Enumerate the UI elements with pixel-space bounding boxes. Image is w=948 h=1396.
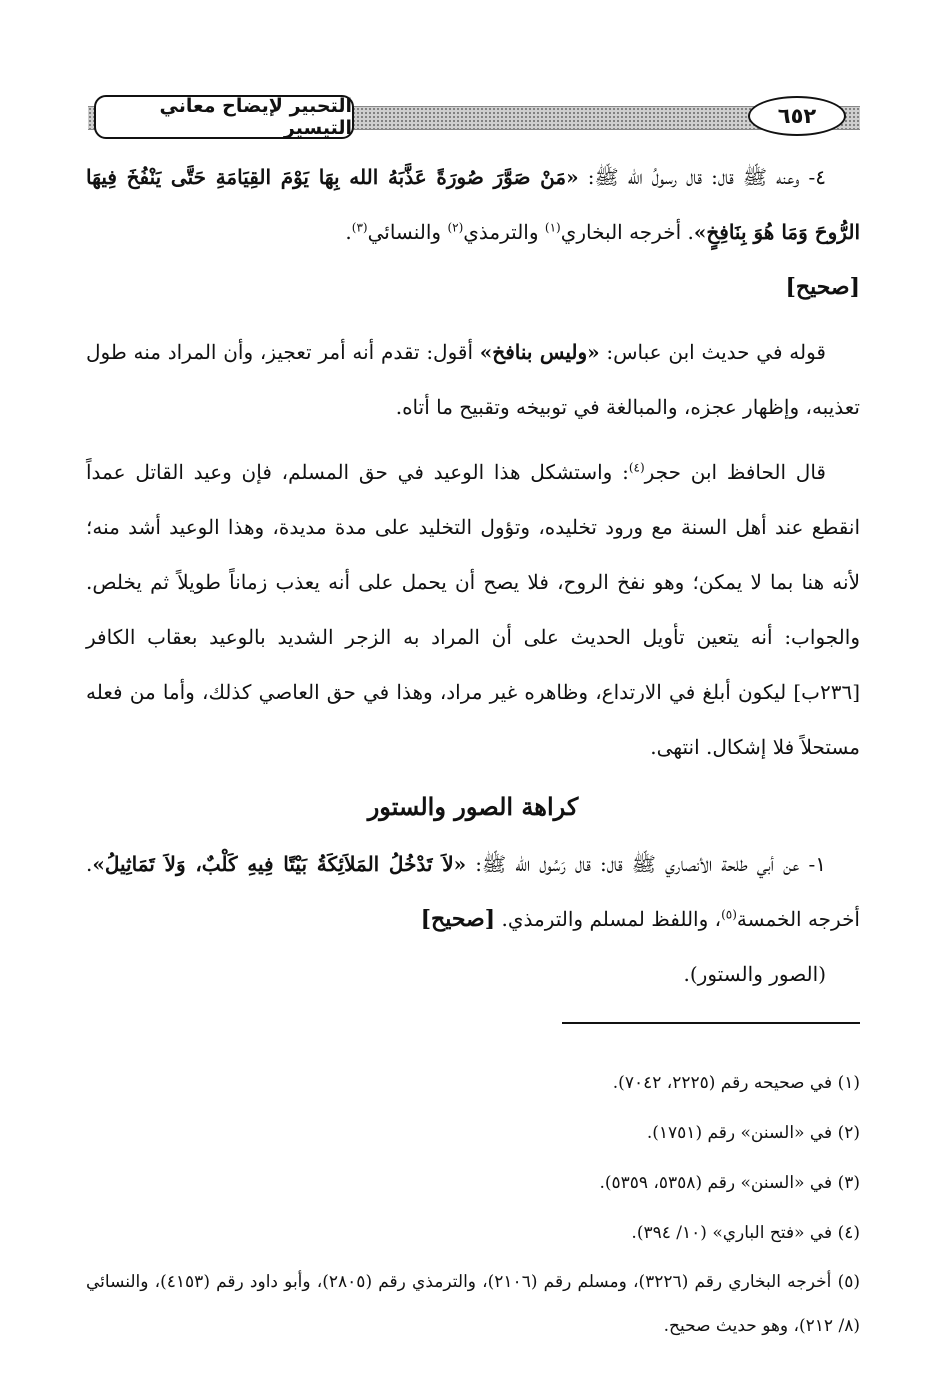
main-text [86, 150, 860, 1002]
page-number: ٦٥٢ [748, 96, 846, 136]
takhrij-text: والترمذي [463, 220, 545, 244]
hadith-text: «لاَ تَدْخُلُ المَلاَئِكَةُ بَيْتًا فِيهِ كَلْبٌ، وَلاَ تَمَاثِيلُ» [92, 852, 467, 876]
footnote-ref-1[interactable]: (١) [544, 220, 561, 235]
hadith-paragraph-4 [86, 150, 860, 315]
chapter-title: كراهة الصور والستور [367, 792, 579, 821]
footnote-4: (٤) في «فتح الباري» (١٠/ ٣٩٤). [631, 1223, 860, 1243]
hadith-intro: - وعنه ﷺ قال: قال رسولُ الله ﷺ: [587, 165, 816, 189]
footnote-2: (٢) في «السنن» رقم (١٧٥١). [646, 1123, 860, 1143]
takhrij-text: . أخرجه البخاري [560, 220, 694, 244]
running-header [88, 92, 860, 144]
hadith-grade: [صحيح] [785, 274, 860, 300]
hadith-number: ١ [815, 852, 826, 876]
takhrij-text: ، واللفظ لمسلم والترمذي. [495, 907, 722, 931]
takhrij-text: والنسائي [367, 220, 448, 244]
hadith-paragraph-1 [86, 837, 860, 1002]
hadith-intro: - عن أبي طلحة الأنصاري ﷺ قال: قال رَسُول الله ﷺ: [475, 852, 816, 876]
commentary-paragraph [86, 445, 860, 775]
footnotes [86, 1058, 860, 1348]
commentary-text: قوله في حديث ابن عباس: [599, 340, 826, 364]
footnote-ref-3[interactable]: (٣) [351, 220, 368, 235]
footnote-3: (٣) في «السنن» رقم (٥٣٥٨، ٥٣٥٩). [599, 1173, 860, 1193]
footnote-1: (١) في صحيحه رقم (٢٢٢٥، ٧٠٤٢). [612, 1073, 860, 1093]
commentary-text: : واستشكل هذا الوعيد في حق المسلم، فإن وعيد القاتل عمداً انقطع عند أهل السنة مع ورود تخليده، وتؤول التخليد على مدة مديدة، وهذا الوعيد أشد منه؛ لأنه هنا بما لا يمكن؛ وهو نفخ الروح، فلا يصح أن يحمل على أنه يعذب زماناً طويلاً ثم يخلص. والجواب: أنه يتعين تأويل الحديث على أن المراد به الزجر الشديد بالوعيد بعقاب الكافر [٢٣٦ب] ليكون أبلغ في الارتداع، وظاهره غير مراد، وهذا في حق العاصي كذلك، وأما من فعله مستحلاً فلا إشكال. انتهى. [86, 460, 860, 759]
commentary-paragraph [86, 325, 860, 435]
sentence-end: . [345, 220, 352, 244]
footnote-5: (٥) أخرجه البخاري رقم (٣٢٢٦)، ومسلم رقم (٢١٠٦)، والترمذي رقم (٢٨٠٥)، وأبو داود رقم (٤١٥٣)، والنسائي (٨/ ٢١٢)، وهو حديث صحيح. [86, 1272, 860, 1336]
section-subtitle: (الصور والستور). [683, 962, 826, 986]
footnote-ref-4[interactable]: (٤) [628, 460, 645, 475]
commentary-text: قال الحافظ ابن حجر [644, 460, 826, 484]
hadith-text: «مَنْ صَوَّرَ صُورَةً عَذَّبَهُ الله بِهَا يَوْمَ القِيَامَةِ حَتَّى يَنْفُخَ فِيهَا الرُّوحَ وَمَا هُوَ بِنَافِخٍ» [86, 165, 860, 244]
quoted-phrase: «وليس بنافخ» [479, 340, 600, 364]
takhrij-text: . أخرجه الخمسة [86, 852, 860, 931]
commentary-text: أقول: تقدم أنه أمر تعجيز، وأن المراد منه طول تعذيبه، وإظهار عجزه، والمبالغة في توبيخه وتقبيح ما أتاه. [86, 340, 860, 419]
footnote-ref-2[interactable]: (٢) [447, 220, 464, 235]
hadith-number: ٤ [815, 165, 826, 189]
book-title: التحبير لإيضاح معاني التيسير [94, 95, 354, 139]
hadith-grade: [صحيح] [420, 906, 496, 932]
footnote-separator [562, 1022, 860, 1024]
footnote-ref-5[interactable]: (٥) [721, 907, 737, 922]
